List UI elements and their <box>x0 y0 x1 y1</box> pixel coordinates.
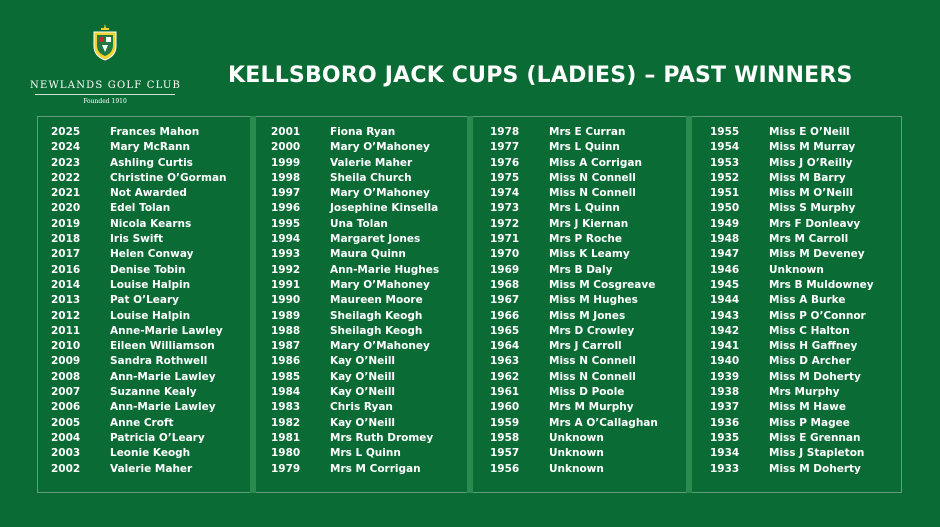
winner-name: Miss C Halton <box>769 324 850 337</box>
winner-name: Mrs P Roche <box>549 233 623 246</box>
winner-name: Miss N Connell <box>549 171 636 184</box>
winner-name: Mrs F Donleavy <box>769 217 861 230</box>
winner-name: Miss M Doherty <box>769 462 861 475</box>
winner-year: 1987 <box>271 340 301 353</box>
winner-year: 1963 <box>490 355 520 368</box>
winner-year: 1962 <box>490 370 520 383</box>
winner-year: 1981 <box>271 431 301 444</box>
page-title: KELLSBORO JACK CUPS (LADIES) – PAST WINNERS <box>228 63 853 88</box>
winner-year: 2022 <box>51 171 81 184</box>
winner-year: 1959 <box>490 416 520 429</box>
winner-year: 1993 <box>271 248 301 261</box>
winner-name: Anne-Marie Lawley <box>110 324 223 337</box>
winner-name: Ann-Marie Lawley <box>110 370 216 383</box>
winner-name: Sheilagh Keogh <box>330 309 423 322</box>
winner-name: Miss N Connell <box>549 187 636 200</box>
winner-name: Miss E Grennan <box>769 431 861 444</box>
winner-year: 1945 <box>710 278 740 291</box>
winner-year: 1985 <box>271 370 301 383</box>
winner-name: Miss P Magee <box>769 416 850 429</box>
winner-name: Mrs B Muldowney <box>769 278 874 291</box>
winner-year: 1937 <box>710 401 740 414</box>
winner-year: 1953 <box>710 156 740 169</box>
winner-year: 1983 <box>271 401 301 414</box>
winner-year: 1949 <box>710 217 740 230</box>
winner-name: Kay O’Neill <box>330 370 396 383</box>
winner-year: 1934 <box>710 447 740 460</box>
winner-name: Mrs J Carroll <box>549 340 622 353</box>
winner-name: Miss H Gaffney <box>769 340 858 353</box>
winner-name: Edel Tolan <box>110 202 171 215</box>
winner-name: Mrs L Quinn <box>549 202 620 215</box>
winner-name: Leonie Keogh <box>110 447 191 460</box>
winner-year: 1989 <box>271 309 301 322</box>
winner-year: 1942 <box>710 324 740 337</box>
winner-year: 1977 <box>490 141 520 154</box>
winner-name: Mrs M Carroll <box>769 233 849 246</box>
winner-year: 1999 <box>271 156 301 169</box>
winner-year: 2012 <box>51 309 81 322</box>
winner-name: Anne Croft <box>110 416 174 429</box>
club-founded: Founded 1910 <box>83 98 127 105</box>
winner-year: 1978 <box>490 126 520 138</box>
winner-year: 2011 <box>51 324 81 337</box>
winner-name: Kay O’Neill <box>330 386 396 399</box>
winner-year: 1966 <box>490 309 520 322</box>
winner-name: Mrs D Crowley <box>549 324 635 337</box>
winner-year: 1974 <box>490 187 520 200</box>
winner-name: Kay O’Neill <box>330 416 396 429</box>
winner-name: Sheilagh Keogh <box>330 324 423 337</box>
winner-year: 1975 <box>490 171 520 184</box>
winner-year: 1988 <box>271 324 301 337</box>
winner-year: 2003 <box>51 447 81 460</box>
winner-name: Mrs E Curran <box>549 126 626 138</box>
winner-name: Miss A Burke <box>769 294 846 307</box>
winner-year: 1968 <box>490 278 520 291</box>
winner-name: Una Tolan <box>330 217 388 230</box>
winner-name: Patricia O’Leary <box>110 431 205 444</box>
column-divider <box>250 116 256 493</box>
winner-year: 1948 <box>710 233 740 246</box>
winner-name: Maura Quinn <box>330 248 406 261</box>
winner-name: Miss E O’Neill <box>769 126 850 138</box>
winner-name: Mary O’Mahoney <box>330 141 430 154</box>
winner-name: Mrs M Murphy <box>549 401 634 414</box>
club-logo <box>30 22 180 105</box>
winner-name: Ann-Marie Lawley <box>110 401 216 414</box>
winner-name: Louise Halpin <box>110 278 191 291</box>
winner-name: Mrs M Corrigan <box>330 462 421 475</box>
winner-year: 1954 <box>710 141 740 154</box>
winner-name: Mary O’Mahoney <box>330 187 430 200</box>
winner-year: 1943 <box>710 309 740 322</box>
winner-year: 2014 <box>51 278 81 291</box>
winner-year: 2000 <box>271 141 301 154</box>
winner-name: Miss P O’Connor <box>769 309 866 322</box>
winner-year: 1961 <box>490 386 520 399</box>
club-crest-icon <box>90 22 120 62</box>
winner-year: 1971 <box>490 233 520 246</box>
winner-name: Miss M Murray <box>769 141 856 154</box>
winner-year: 2017 <box>51 248 81 261</box>
winner-year: 2005 <box>51 416 81 429</box>
winner-name: Mrs A O’Callaghan <box>549 416 658 429</box>
winner-name: Sheila Church <box>330 171 412 184</box>
winner-year: 1965 <box>490 324 520 337</box>
winner-year: 2021 <box>51 187 81 200</box>
winner-year: 2025 <box>51 126 81 138</box>
winner-year: 1952 <box>710 171 740 184</box>
winner-year: 1979 <box>271 462 301 475</box>
winner-name: Miss M Jones <box>549 309 626 322</box>
winner-name: Mary McRann <box>110 141 191 154</box>
logo-divider <box>35 94 175 95</box>
winner-year: 1941 <box>710 340 740 353</box>
winner-name: Miss S Murphy <box>769 202 856 215</box>
winner-name: Mrs L Quinn <box>330 447 401 460</box>
winner-name: Mrs J Kiernan <box>549 217 629 230</box>
column-divider <box>467 116 473 493</box>
winner-year: 1997 <box>271 187 301 200</box>
winner-name: Ashling Curtis <box>110 156 193 169</box>
winner-name: Valerie Maher <box>110 462 193 475</box>
winner-name: Miss M Hawe <box>769 401 847 414</box>
winner-name: Chris Ryan <box>330 401 393 414</box>
winner-name: Mary O’Mahoney <box>330 278 430 291</box>
winner-name: Miss M Cosgreave <box>549 278 656 291</box>
winner-name: Denise Tobin <box>110 263 186 276</box>
winner-year: 1982 <box>271 416 301 429</box>
winner-year: 1970 <box>490 248 520 261</box>
winner-year: 2010 <box>51 340 81 353</box>
winner-year: 2002 <box>51 462 81 475</box>
winner-year: 1998 <box>271 171 301 184</box>
winner-name: Miss M Hughes <box>549 294 638 307</box>
winner-year: 2023 <box>51 156 81 169</box>
winner-year: 1976 <box>490 156 520 169</box>
winner-year: 1955 <box>710 126 740 138</box>
winner-year: 2016 <box>51 263 81 276</box>
winner-name: Frances Mahon <box>110 126 200 138</box>
winner-year: 1986 <box>271 355 301 368</box>
winner-year: 1994 <box>271 233 301 246</box>
winner-name: Miss J O’Reilly <box>769 156 853 169</box>
winner-name: Mary O’Mahoney <box>330 340 430 353</box>
winner-year: 1947 <box>710 248 740 261</box>
winner-year: 1969 <box>490 263 520 276</box>
winner-name: Unknown <box>769 263 824 276</box>
winner-name: Mrs Ruth Dromey <box>330 431 434 444</box>
winner-name: Margaret Jones <box>330 233 421 246</box>
winner-year: 1973 <box>490 202 520 215</box>
winner-year: 1950 <box>710 202 740 215</box>
winner-name: Not Awarded <box>110 187 187 200</box>
winner-year: 1992 <box>271 263 301 276</box>
winner-year: 1984 <box>271 386 301 399</box>
column-divider <box>686 116 692 493</box>
winner-year: 1951 <box>710 187 740 200</box>
winner-name: Christine O’Gorman <box>110 171 227 184</box>
winner-year: 1972 <box>490 217 520 230</box>
winner-name: Maureen Moore <box>330 294 423 307</box>
winner-name: Miss M O’Neill <box>769 187 853 200</box>
winner-year: 2019 <box>51 217 81 230</box>
winner-year: 1939 <box>710 370 740 383</box>
winner-name: Mrs L Quinn <box>549 141 620 154</box>
winner-year: 2007 <box>51 386 81 399</box>
winner-year: 2001 <box>271 126 301 138</box>
winner-year: 2020 <box>51 202 81 215</box>
winner-year: 1980 <box>271 447 301 460</box>
winner-name: Miss K Leamy <box>549 248 630 261</box>
winner-year: 1940 <box>710 355 740 368</box>
winner-name: Ann-Marie Hughes <box>330 263 440 276</box>
winner-name: Miss D Poole <box>549 386 625 399</box>
winner-year: 2009 <box>51 355 81 368</box>
winner-name: Helen Conway <box>110 248 194 261</box>
winner-year: 2024 <box>51 141 81 154</box>
winner-name: Unknown <box>549 431 604 444</box>
winner-year: 1990 <box>271 294 301 307</box>
winner-name: Fiona Ryan <box>330 126 396 138</box>
winner-year: 1935 <box>710 431 740 444</box>
winner-year: 1996 <box>271 202 301 215</box>
winner-name: Mrs Murphy <box>769 386 840 399</box>
winner-name: Miss N Connell <box>549 370 636 383</box>
winner-name: Miss N Connell <box>549 355 636 368</box>
winner-year: 1936 <box>710 416 740 429</box>
winner-year: 1967 <box>490 294 520 307</box>
winner-year: 1933 <box>710 462 740 475</box>
winner-year: 2008 <box>51 370 81 383</box>
winner-name: Suzanne Kealy <box>110 386 197 399</box>
winner-year: 1956 <box>490 462 520 475</box>
winner-year: 1938 <box>710 386 740 399</box>
winner-year: 1995 <box>271 217 301 230</box>
winner-year: 1960 <box>490 401 520 414</box>
winner-year: 2018 <box>51 233 81 246</box>
winner-year: 1991 <box>271 278 301 291</box>
winner-name: Kay O’Neill <box>330 355 396 368</box>
winner-name: Eileen Williamson <box>110 340 215 353</box>
winner-year: 2006 <box>51 401 81 414</box>
winner-year: 1958 <box>490 431 520 444</box>
winner-name: Josephine Kinsella <box>330 202 439 215</box>
winner-name: Valerie Maher <box>330 156 413 169</box>
winner-year: 1946 <box>710 263 740 276</box>
winner-name: Miss D Archer <box>769 355 851 368</box>
winner-name: Unknown <box>549 462 604 475</box>
winner-year: 1964 <box>490 340 520 353</box>
winner-name: Nicola Kearns <box>110 217 192 230</box>
winner-year: 2013 <box>51 294 81 307</box>
winner-name: Miss A Corrigan <box>549 156 642 169</box>
winner-name: Sandra Rothwell <box>110 355 208 368</box>
winner-name: Pat O’Leary <box>110 294 180 307</box>
winner-name: Mrs B Daly <box>549 263 613 276</box>
winner-name: Louise Halpin <box>110 309 191 322</box>
club-name: NEWLANDS GOLF CLUB <box>30 80 182 91</box>
winner-year: 1957 <box>490 447 520 460</box>
winner-name: Iris Swift <box>110 233 164 246</box>
winner-name: Miss M Barry <box>769 171 846 184</box>
winner-name: Unknown <box>549 447 604 460</box>
winner-name: Miss M Doherty <box>769 370 861 383</box>
winner-year: 1944 <box>710 294 740 307</box>
winner-name: Miss J Stapleton <box>769 447 865 460</box>
winner-year: 2004 <box>51 431 81 444</box>
winner-name: Miss M Deveney <box>769 248 865 261</box>
